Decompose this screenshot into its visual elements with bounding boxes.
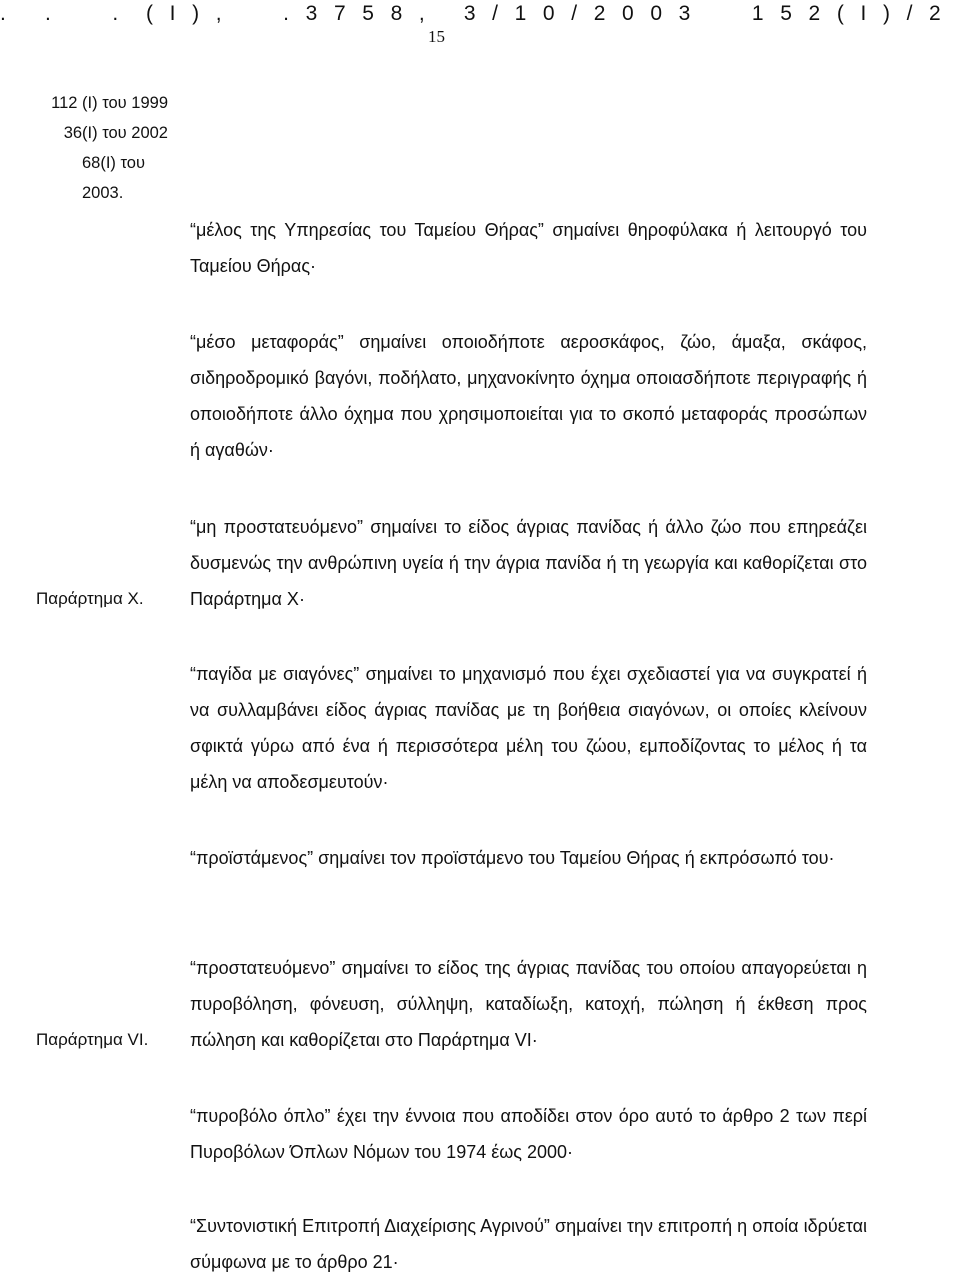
law-references xyxy=(0,88,190,208)
definition-unprotected: “μη προστατευόμενο” σημαίνει το είδος άγριας πανίδας ή άλλο ζώο που επηρεάζει δυσμενώς την ανθρώπινη υγεία ή την άγρια πανίδα ή τη γεωργία και καθορίζεται στο Παράρτημα Χ· xyxy=(190,517,867,609)
definition-jaw-trap: “παγίδα με σιαγόνες” σημαίνει το μηχανισμό που έχει σχεδιαστεί για να συγκρατεί ή να συλλαμβάνει είδος άγριας πανίδας με τη βοήθεια σιαγόνων, οι οποίες κλείνουν σφικτά γύρω από ένα ή περισσότερα μέλη του ζώου, εμποδίζοντας το μέλος ή τα μέλη να αποδεσμευτούν· xyxy=(190,664,867,792)
page-number: 15 xyxy=(428,27,445,46)
definition-means-of-transport: “μέσο μεταφοράς” σημαίνει οποιοδήποτε αεροσκάφος, ζώο, άμαξα, σκάφος, σιδηροδρομικό βαγόνι, ποδήλατο, μηχανοκίνητο όχημα οποιασδήποτε περιγραφής ή οποιοδήποτε άλλο όχημα που χρησιμοποιείται για το σκοπό μεταφοράς προσώπων ή αγαθών· xyxy=(190,332,867,460)
definition-protected: “προστατευόμενο” σημαίνει το είδος της άγριας πανίδας του οποίου απαγορεύεται η πυροβόληση, φόνευση, σύλληψη, καταδίωξη, κατοχή, πώληση ή έκθεση προς πώληση και καθορίζεται στο Παράρτημα VI· xyxy=(190,958,867,1050)
law-ref-2003: 68(Ι) του 2003. xyxy=(82,154,145,202)
law-ref-2002: 36(Ι) του 2002 xyxy=(63,124,168,142)
annex-vi-note: Παράρτημα VI. xyxy=(36,1030,149,1049)
definition-coordinating-committee: “Συντονιστική Επιτροπή Διαχείρισης Αγρινού” σημαίνει την επιτροπή η οποία ιδρύεται σύμφωνα με το άρθρο 21· xyxy=(190,1216,867,1272)
law-ref-1999: 112 (Ι) του 1999 xyxy=(51,94,168,112)
annex-x-note: Παράρτημα Χ. xyxy=(36,589,144,608)
definition-head-of-service: “προϊστάμενος” σημαίνει τον προϊστάμενο του Ταμείου Θήρας ή εκπρόσωπό του· xyxy=(190,848,835,868)
gazette-header: . . . ( Ι ) , . 3 7 5 8 , 3 / 1 0 / 2 0 0 3 1 5 2 ( Ι ) / 2 xyxy=(0,2,947,25)
definition-member-of-service: “μέλος της Υπηρεσίας του Ταμείου Θήρας” σημαίνει θηροφύλακα ή λειτουργό του Ταμείου Θήρας· xyxy=(190,220,867,276)
definition-firearm: “πυροβόλο όπλο” έχει την έννοια που αποδίδει στον όρο αυτό το άρθρο 2 των περί Πυροβόλων Όπλων Νόμων του 1974 έως 2000· xyxy=(190,1106,867,1162)
